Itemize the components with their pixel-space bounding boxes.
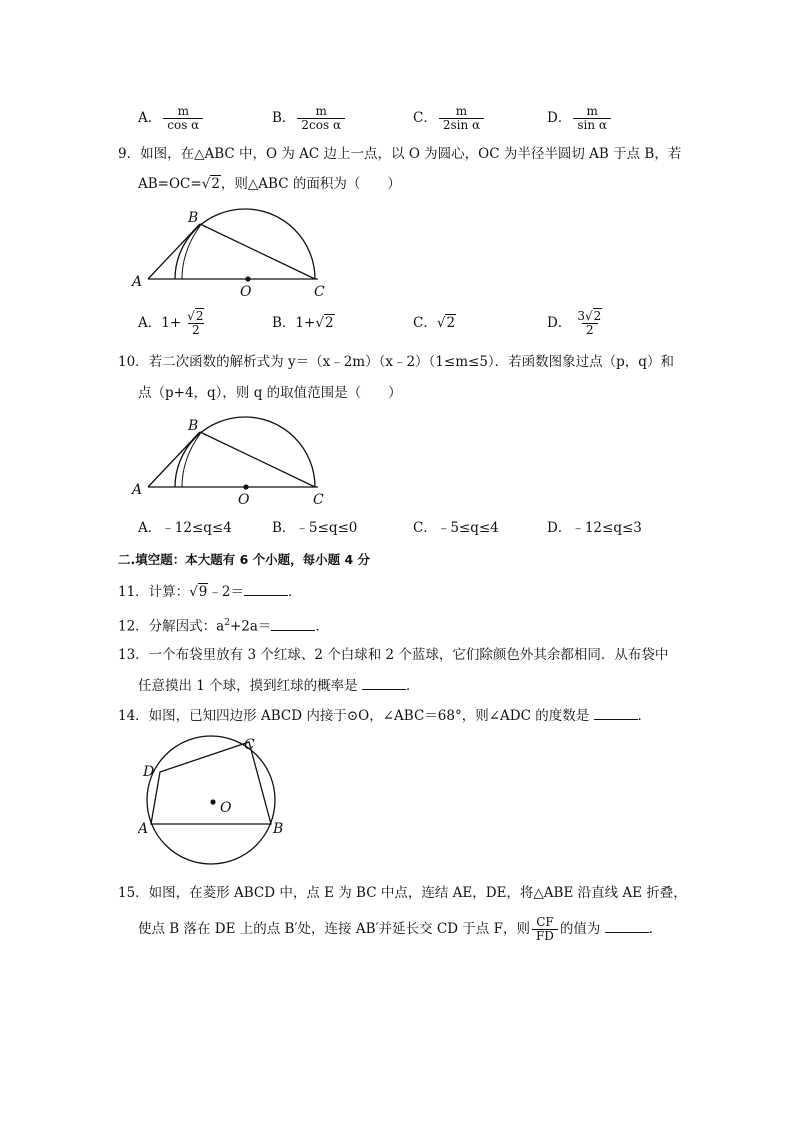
q9-segment-ab [148,224,200,279]
q10-semicircle-figure [130,406,340,510]
q8-option-c: C． $\frac{m}{\text{2sin α}}$ [413,105,486,132]
q10-label-a: A [132,482,143,498]
q15-line-1: 15．如图，在菱形 ABCD 中，点 E 为 BC 中点，连结 AE，DE，将△ABE 沿直线 AE 折叠， [118,885,687,901]
q9-label-b: B [188,210,199,226]
q14-label-b: B [273,821,284,837]
q14-label-a: A [138,821,149,837]
q9-line-2: AB=OC=√2，则△ABC 的面积为（ ） [138,176,401,192]
q15-line-2: 使点 B 落在 DE 上的点 B′处，连接 AB′并延长交 CD 于点 F，则 $\frac{CF}{FD}$ 的值为 ． [138,915,663,943]
q13-answer-blank[interactable] [362,677,406,690]
q10-segment-ab [148,432,200,487]
q14-label-c: C [244,737,255,753]
q9-option-b: B．1+√2 [272,315,334,331]
q8-option-a: A． $\frac{m}{\text{cos α}}$ [138,105,205,132]
q8-b-fraction: $\frac{m}{\text{2cos α}}$ [297,105,345,132]
q10-option-a: A．﹣12≤q≤4 [138,520,232,536]
q8-a-fraction: $\frac{m}{\text{cos α}}$ [163,105,203,132]
q10-line-1: 10．若二次函数的解析式为 y＝（x﹣2m）（x﹣2）（1≤m≤5）．若函数图象过点（p，q）和 [118,354,674,370]
sqrt-symbol: √2 [201,176,220,192]
q8-option-d: D． $\frac{m}{\text{sin α}}$ [547,105,613,132]
q9-option-c: C．√2 [413,315,456,331]
q9-option-a: A．1+ $\frac{√2}{2}$ [138,310,210,337]
section-2-heading: 二.填空题：本大题有 6 个小题，每小题 4 分 [118,552,371,567]
q10-option-d: D．﹣12≤q≤3 [547,520,642,536]
q14-label-d: D [143,764,155,780]
q9-label-a: A [132,274,143,290]
q13-line-2: 任意摸出 1 个球，摸到红球的概率是 ． [138,678,420,694]
q8-d-fraction: $\frac{m}{\text{sin α}}$ [573,105,611,132]
q9-label-o: O [240,284,252,300]
q14-label-o: O [220,800,232,816]
q14-circle-figure [138,732,298,872]
q15-fraction: $\frac{CF}{FD}$ [532,916,558,943]
q8-option-b: B． $\frac{m}{\text{2cos α}}$ [272,105,347,132]
q10-option-b: B．﹣5≤q≤0 [272,520,358,536]
q9-a-fraction: $\frac{√2}{2}$ [187,309,204,337]
q14-answer-blank[interactable] [594,707,638,720]
q12: 12．分解因式：$a^2+2a=$ ． [118,618,329,635]
q9-d-fraction: $\frac{3√2}{2}$ [577,309,602,337]
q9-semicircle-figure [130,196,340,300]
q9-label-c: C [314,284,325,300]
q13-line-1: 13．一个布袋里放有 3 个红球、2 个白球和 2 个蓝球，它们除颜色外其余都相同．从布袋中 [118,647,669,663]
q12-answer-blank[interactable] [271,618,315,631]
q11: 11．计算：√9﹣2＝ ． [118,584,302,600]
q14-text: 14．如图，已知四边形 ABCD 内接于⊙O，∠ABC＝68°，则∠ADC 的度数是 ． [118,708,652,724]
q14-center-dot [210,799,215,804]
q10-label-o: O [238,492,250,508]
q10-line-2: 点（p+4，q），则 q 的取值范围是（ ） [138,385,402,401]
q11-answer-blank[interactable] [244,583,288,596]
q15-answer-blank[interactable] [605,920,649,933]
q9-line-1: 9．如图，在△ABC 中，O 为 AC 边上一点，以 O 为圆心，OC 为半径半圆切 AB 于点 B，若 [118,146,682,162]
q10-option-c: C．﹣5≤q≤4 [413,520,499,536]
q9-center-dot [245,276,250,281]
q10-label-b: B [188,418,199,434]
q8-c-fraction: $\frac{m}{\text{2sin α}}$ [439,105,484,132]
q10-label-c: C [313,492,324,508]
q14-quadrilateral [151,742,271,824]
q10-center-dot [243,484,248,489]
q9-option-d: D． $\frac{3√2}{2}$ [547,310,608,337]
